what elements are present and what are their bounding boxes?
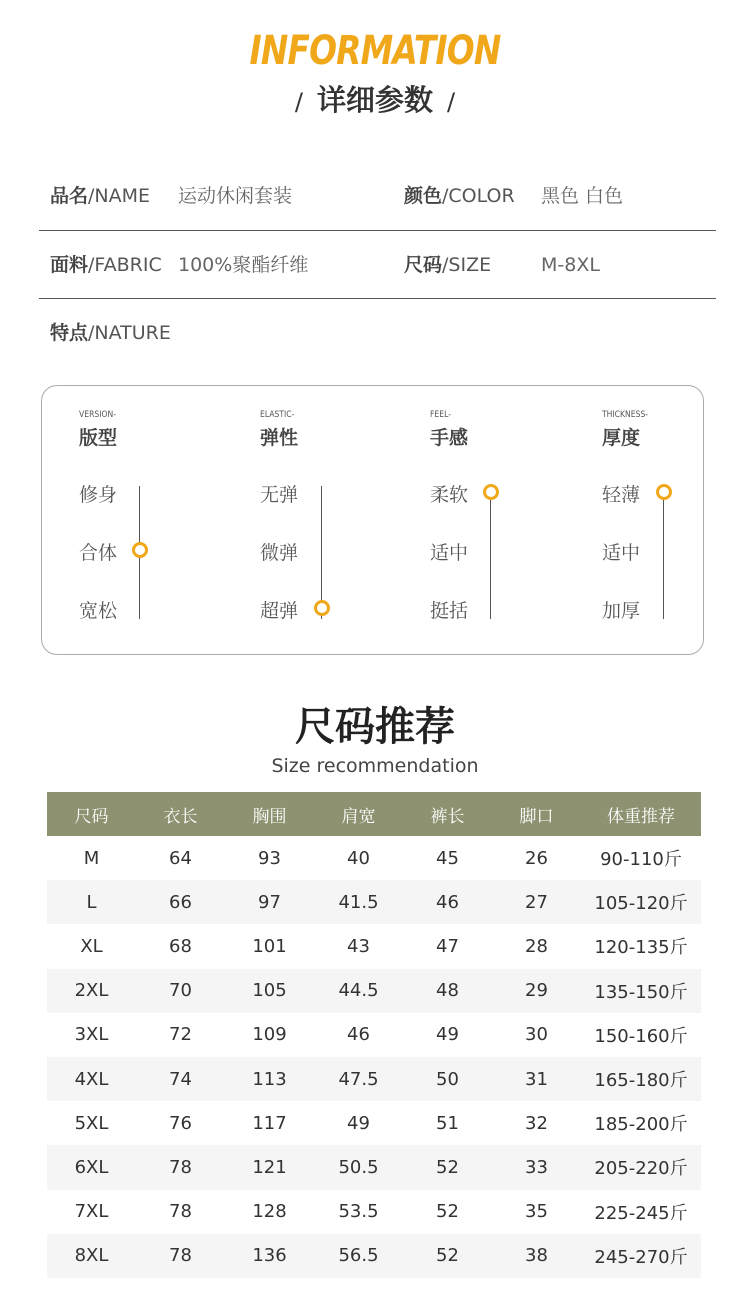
fabric-value: 100%聚酯纤维 <box>178 254 309 276</box>
table-cell: 41.5 <box>314 880 403 924</box>
info-row-2 <box>39 231 716 299</box>
table-cell: L <box>47 880 136 924</box>
table-cell: 74 <box>136 1057 225 1101</box>
size-label: 尺码/SIZE <box>404 254 492 276</box>
table-cell: 66 <box>136 880 225 924</box>
size-table <box>47 792 701 1278</box>
table-cell: 27 <box>492 880 581 924</box>
feature-cn-label: 版型 <box>79 427 118 449</box>
feature-en-label: VERSION- <box>79 410 117 420</box>
table-cell: 121 <box>225 1145 314 1189</box>
col-header: 胸围 <box>225 792 314 836</box>
col-header: 衣长 <box>136 792 225 836</box>
table-cell: 225-245斤 <box>594 1202 688 1224</box>
table-cell: 52 <box>436 1201 459 1223</box>
table-cell: 113 <box>225 1057 314 1101</box>
feature-cn-label: 厚度 <box>602 427 641 449</box>
title-slash-right: / <box>447 88 456 116</box>
size-value: M-8XL <box>541 254 600 276</box>
table-cell: 245-270斤 <box>581 1234 701 1278</box>
feature-option: 加厚 <box>602 600 641 622</box>
table-cell: 64 <box>169 847 192 869</box>
info-title-en: INFORMATION <box>249 28 501 74</box>
feature-feel <box>430 386 570 656</box>
table-cell: 38 <box>492 1234 581 1278</box>
feature-selected-dot <box>483 484 499 500</box>
feature-version <box>79 386 219 656</box>
color-label: 颜色/COLOR <box>404 185 515 207</box>
table-cell: 7XL <box>74 1201 109 1223</box>
feature-option: 超弹 <box>260 600 299 622</box>
table-cell: 46 <box>347 1024 370 1046</box>
table-cell: 97 <box>225 880 314 924</box>
feature-cn-label: 手感 <box>430 427 469 449</box>
table-row <box>47 1234 701 1278</box>
table-cell: 28 <box>525 935 548 957</box>
nature-label: 特点/NATURE <box>50 322 171 344</box>
table-row <box>47 1101 701 1145</box>
table-cell: 49 <box>436 1024 459 1046</box>
table-cell: 40 <box>347 847 370 869</box>
info-title-cn <box>0 78 750 119</box>
table-cell: 136 <box>225 1234 314 1278</box>
table-cell: 48 <box>403 969 492 1013</box>
table-row <box>47 1145 701 1189</box>
feature-option: 无弹 <box>260 484 299 506</box>
table-cell: 44.5 <box>314 969 403 1013</box>
col-header: 脚口 <box>492 792 581 836</box>
table-cell: 78 <box>169 1201 192 1223</box>
table-cell: 32 <box>525 1112 548 1134</box>
table-cell: 8XL <box>47 1234 136 1278</box>
size-subtitle: Size recommendation <box>271 755 479 777</box>
table-cell: 30 <box>525 1024 548 1046</box>
size-table-header <box>47 792 701 836</box>
table-cell: 78 <box>136 1234 225 1278</box>
table-cell: 101 <box>252 935 287 957</box>
table-cell: 43 <box>347 935 370 957</box>
table-cell: 47 <box>436 935 459 957</box>
feature-thickness <box>602 386 742 656</box>
table-cell: 4XL <box>47 1057 136 1101</box>
table-cell: 45 <box>436 847 459 869</box>
feature-en-label: ELASTIC- <box>260 410 295 420</box>
table-cell: 76 <box>169 1112 192 1134</box>
feature-option: 修身 <box>79 484 118 506</box>
table-cell: 33 <box>492 1145 581 1189</box>
feature-en-label: FEEL- <box>430 410 451 420</box>
feature-option: 轻薄 <box>602 484 641 506</box>
feature-option: 挺括 <box>430 600 469 622</box>
table-cell: 70 <box>136 969 225 1013</box>
feature-elastic <box>260 386 400 656</box>
table-cell: 150-160斤 <box>594 1025 688 1047</box>
table-row <box>47 1190 701 1234</box>
table-cell: 52 <box>403 1234 492 1278</box>
table-row <box>47 969 701 1013</box>
info-title-cn-text: 详细参数 <box>316 83 433 117</box>
feature-track <box>490 486 491 619</box>
table-cell: 56.5 <box>314 1234 403 1278</box>
table-cell: 6XL <box>47 1145 136 1189</box>
info-row-3 <box>39 299 716 367</box>
table-cell: 2XL <box>47 969 136 1013</box>
table-cell: 50 <box>403 1057 492 1101</box>
col-header: 尺码 <box>47 792 136 836</box>
feature-option: 宽松 <box>79 600 118 622</box>
name-value: 运动休闲套装 <box>178 185 293 207</box>
size-title: 尺码推荐 <box>295 704 455 750</box>
feature-option: 柔软 <box>430 484 469 506</box>
table-cell: 46 <box>403 880 492 924</box>
fabric-label: 面料/FABRIC <box>50 254 162 276</box>
table-cell: 135-150斤 <box>581 969 701 1013</box>
feature-option: 适中 <box>602 542 641 564</box>
feature-selected-dot <box>656 484 672 500</box>
feature-option: 适中 <box>430 542 469 564</box>
feature-cn-label: 弹性 <box>260 427 299 449</box>
table-cell: 117 <box>252 1112 287 1134</box>
feature-option: 微弹 <box>260 542 299 564</box>
table-cell: 93 <box>258 847 281 869</box>
feature-en-label: THICKNESS- <box>602 410 649 420</box>
table-cell: 78 <box>136 1145 225 1189</box>
table-cell: 105 <box>225 969 314 1013</box>
feature-track <box>663 486 664 619</box>
table-cell: XL <box>80 935 103 957</box>
feature-selected-dot <box>314 600 330 616</box>
feature-option: 合体 <box>79 542 118 564</box>
table-cell: 105-120斤 <box>581 880 701 924</box>
table-cell: 52 <box>403 1145 492 1189</box>
table-cell: 68 <box>169 935 192 957</box>
table-cell: 35 <box>525 1201 548 1223</box>
table-cell: M <box>83 847 100 869</box>
table-cell: 5XL <box>74 1112 109 1134</box>
table-cell: 47.5 <box>314 1057 403 1101</box>
table-cell: 72 <box>169 1024 192 1046</box>
feature-box <box>41 385 704 655</box>
table-row <box>47 836 701 880</box>
table-cell: 49 <box>347 1112 370 1134</box>
table-cell: 26 <box>525 847 548 869</box>
col-header: 裤长 <box>403 792 492 836</box>
table-cell: 120-135斤 <box>594 937 688 959</box>
table-cell: 109 <box>252 1024 287 1046</box>
table-cell: 205-220斤 <box>581 1145 701 1189</box>
name-label: 品名/NAME <box>50 185 151 207</box>
info-row-1 <box>39 162 716 230</box>
table-row <box>47 924 701 968</box>
table-cell: 31 <box>492 1057 581 1101</box>
table-cell: 90-110斤 <box>600 849 682 871</box>
col-header: 体重推荐 <box>581 792 701 836</box>
table-row <box>47 1013 701 1057</box>
table-cell: 53.5 <box>338 1201 379 1223</box>
table-row <box>47 880 701 924</box>
table-cell: 165-180斤 <box>581 1057 701 1101</box>
table-cell: 128 <box>252 1201 287 1223</box>
title-slash-left: / <box>294 88 303 116</box>
table-cell: 3XL <box>74 1024 109 1046</box>
table-cell: 51 <box>436 1112 459 1134</box>
feature-selected-dot <box>132 542 148 558</box>
table-cell: 185-200斤 <box>594 1114 688 1136</box>
table-cell: 29 <box>492 969 581 1013</box>
table-cell: 50.5 <box>314 1145 403 1189</box>
table-row <box>47 1057 701 1101</box>
color-value: 黑色 白色 <box>541 185 624 207</box>
col-header: 肩宽 <box>314 792 403 836</box>
